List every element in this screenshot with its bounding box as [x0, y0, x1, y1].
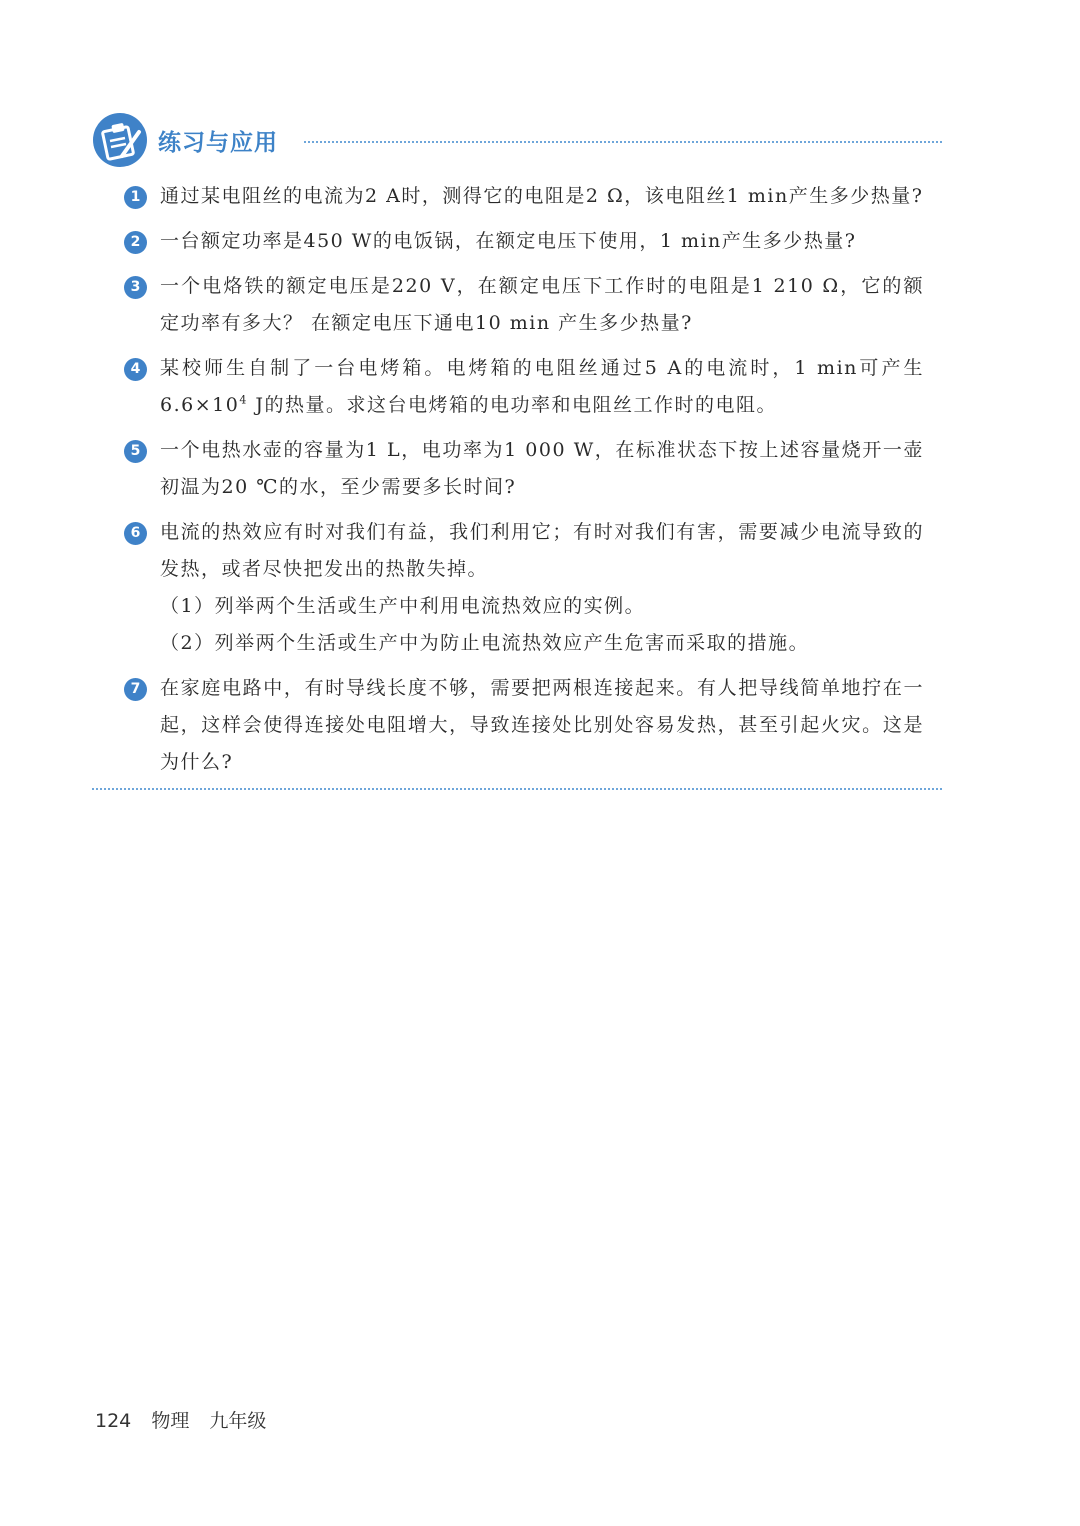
page-number: 124 — [95, 1410, 132, 1432]
dotted-divider — [92, 788, 942, 790]
sub-question: （2）列举两个生活或生产中为防止电流热效应产生危害而采取的措施。 — [160, 632, 810, 654]
exercise-item — [124, 268, 924, 342]
sub-question: （1）列举两个生活或生产中利用电流热效应的实例。 — [160, 595, 646, 617]
section-header — [92, 112, 942, 170]
clipboard-pencil-icon — [92, 112, 148, 168]
exercise-text — [160, 350, 924, 424]
exercise-text-part: 某校师生自制了一台电烤箱。电烤箱的电阻丝通过5 A的电流时，1 min可产生6.6×10 — [160, 357, 924, 416]
exercise-number-badge: 4 — [124, 358, 147, 381]
exercise-text-part: J的热量。求这台电烤箱的电功率和电阻丝工作时的电阻。 — [247, 394, 777, 416]
exercise-item — [124, 514, 924, 588]
subject-label: 物理 — [151, 1410, 190, 1432]
exercise-item — [124, 670, 924, 781]
exercise-item — [124, 178, 924, 215]
exercise-list — [124, 178, 924, 789]
exercise-text: 一个电烙铁的额定电压是220 V，在额定电压下工作时的电阻是1 210 Ω，它的额定功率有多大？ 在额定电压下通电10 min 产生多少热量? — [160, 275, 924, 334]
sub-question-list — [124, 588, 924, 662]
exercise-text: 通过某电阻丝的电流为2 A时，测得它的电阻是2 Ω，该电阻丝1 min产生多少热量? — [160, 185, 924, 207]
exponent: 4 — [239, 393, 248, 407]
exercise-number-badge: 6 — [124, 522, 147, 545]
exercise-number-badge: 3 — [124, 276, 147, 299]
exercise-number-badge: 1 — [124, 186, 147, 209]
exercise-number-badge: 7 — [124, 678, 147, 701]
grade-label: 九年级 — [209, 1410, 267, 1432]
exercise-number-badge: 2 — [124, 231, 147, 254]
exercise-text: 在家庭电路中，有时导线长度不够，需要把两根连接起来。有人把导线简单地拧在一起，这样会使得连接处电阻增大，导致连接处比别处容易发热，甚至引起火灾。这是为什么? — [160, 677, 924, 773]
exercise-item — [124, 432, 924, 506]
exercise-text: 一台额定功率是450 W的电饭锅，在额定电压下使用，1 min产生多少热量? — [160, 230, 857, 252]
page-footer — [95, 1406, 280, 1433]
section-title: 练习与应用 — [158, 130, 278, 156]
exercise-item — [124, 350, 924, 424]
exercise-item — [124, 223, 924, 260]
exercise-text: 一个电热水壶的容量为1 L，电功率为1 000 W，在标准状态下按上述容量烧开一壶初温为20 ℃的水，至少需要多长时间? — [160, 439, 924, 498]
exercise-text: 电流的热效应有时对我们有益，我们利用它；有时对我们有害，需要减少电流导致的发热，或者尽快把发出的热散失掉。 — [160, 521, 924, 580]
exercise-number-badge: 5 — [124, 440, 147, 463]
dotted-divider — [304, 141, 942, 143]
